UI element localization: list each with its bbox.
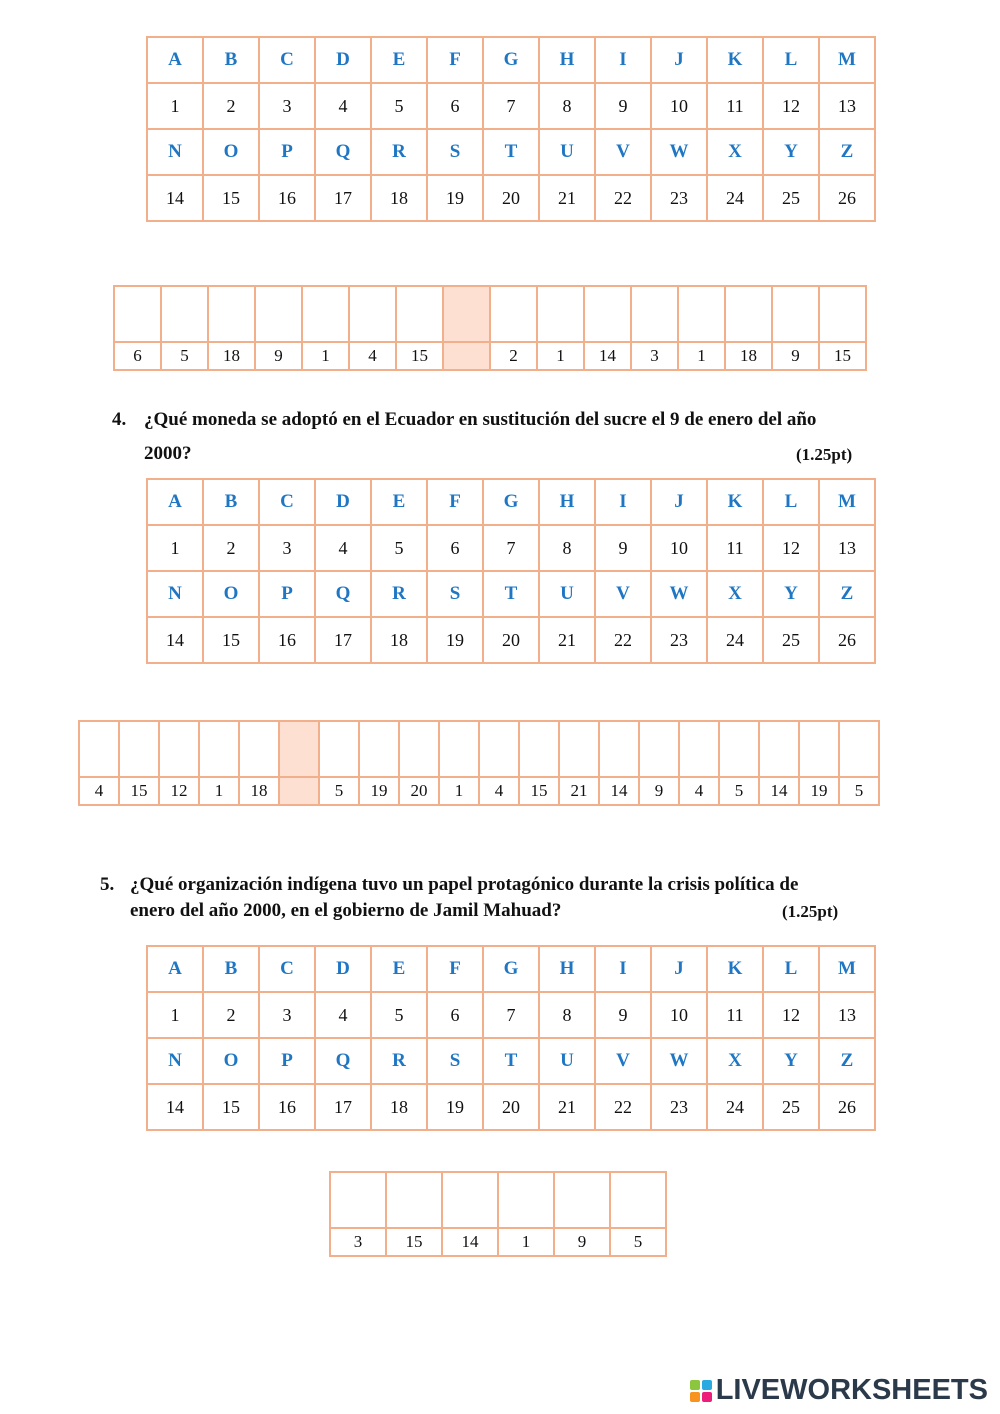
- key-letter-cell: D: [315, 479, 371, 525]
- key-letter-cell: S: [427, 129, 483, 175]
- code-number-cell: 5: [319, 777, 359, 805]
- letter-answer-box[interactable]: [519, 721, 559, 777]
- letter-answer-box[interactable]: [498, 1172, 554, 1228]
- code-number-cell: 4: [349, 342, 396, 370]
- key-letter-cell: X: [707, 571, 763, 617]
- key-letter-cell: E: [371, 37, 427, 83]
- key-number-cell: 12: [763, 992, 819, 1038]
- word-space-cell: [279, 777, 319, 805]
- key-number-cell: 16: [259, 175, 315, 221]
- letter-answer-box[interactable]: [631, 286, 678, 342]
- letter-answer-box[interactable]: [114, 286, 161, 342]
- key-letter-cell: L: [763, 946, 819, 992]
- question-4-number: 4.: [112, 409, 127, 430]
- key-letter-cell: K: [707, 37, 763, 83]
- key-number-cell: 4: [315, 83, 371, 129]
- code-number-cell: 1: [537, 342, 584, 370]
- key-letter-cell: I: [595, 37, 651, 83]
- key-letter-cell: A: [147, 37, 203, 83]
- key-number-cell: 12: [763, 525, 819, 571]
- key-letter-cell: C: [259, 479, 315, 525]
- key-letter-cell: X: [707, 1038, 763, 1084]
- key-number-cell: 11: [707, 992, 763, 1038]
- code-number-cell: 15: [519, 777, 559, 805]
- key-letter-cell: F: [427, 479, 483, 525]
- key-letter-cell: C: [259, 946, 315, 992]
- question-5-points: (1.25pt): [782, 902, 839, 921]
- key-number-cell: 19: [427, 617, 483, 663]
- letter-answer-box[interactable]: [79, 721, 119, 777]
- key-number-cell: 8: [539, 992, 595, 1038]
- answer-grid-1: [113, 285, 867, 371]
- key-letter-cell: F: [427, 37, 483, 83]
- question-4-text-line2: 2000?: [144, 443, 192, 464]
- key-number-cell: 26: [819, 1084, 875, 1130]
- key-number-cell: 11: [707, 83, 763, 129]
- key-row-letters1: [147, 946, 875, 992]
- letter-answer-box[interactable]: [302, 286, 349, 342]
- key-number-cell: 18: [371, 175, 427, 221]
- key-number-cell: 11: [707, 525, 763, 571]
- key-letter-cell: Z: [819, 129, 875, 175]
- key-row-nums2: [147, 1084, 875, 1130]
- key-row-letters2: [147, 1038, 875, 1084]
- key-letter-cell: G: [483, 479, 539, 525]
- answer-input-row: [79, 721, 879, 777]
- key-number-cell: 9: [595, 992, 651, 1038]
- key-number-cell: 23: [651, 617, 707, 663]
- key-row-nums1: [147, 83, 875, 129]
- key-row-letters1: [147, 479, 875, 525]
- code-number-cell: 5: [719, 777, 759, 805]
- letter-answer-box[interactable]: [386, 1172, 442, 1228]
- key-number-cell: 19: [427, 175, 483, 221]
- code-number-cell: 18: [208, 342, 255, 370]
- code-number-cell: 15: [119, 777, 159, 805]
- key-number-cell: 24: [707, 617, 763, 663]
- key-number-cell: 20: [483, 175, 539, 221]
- word-space-cell: [279, 721, 319, 777]
- key-number-cell: 9: [595, 525, 651, 571]
- key-row-nums2: [147, 617, 875, 663]
- key-number-cell: 18: [371, 617, 427, 663]
- letter-answer-box[interactable]: [679, 721, 719, 777]
- key-number-cell: 22: [595, 175, 651, 221]
- key-number-cell: 1: [147, 83, 203, 129]
- letter-answer-box[interactable]: [349, 286, 396, 342]
- key-number-cell: 25: [763, 1084, 819, 1130]
- key-letter-cell: V: [595, 129, 651, 175]
- key-letter-cell: J: [651, 946, 707, 992]
- letter-answer-box[interactable]: [199, 721, 239, 777]
- question-5-number: 5.: [100, 874, 115, 895]
- code-number-cell: 1: [302, 342, 349, 370]
- code-number-cell: 1: [678, 342, 725, 370]
- answer-grid-2: [78, 720, 880, 806]
- key-number-cell: 21: [539, 175, 595, 221]
- key-letter-cell: H: [539, 946, 595, 992]
- letter-answer-box[interactable]: [678, 286, 725, 342]
- key-letter-cell: Z: [819, 571, 875, 617]
- key-number-cell: 15: [203, 617, 259, 663]
- key-number-cell: 5: [371, 83, 427, 129]
- code-number-cell: 9: [772, 342, 819, 370]
- letter-answer-box[interactable]: [330, 1172, 386, 1228]
- key-number-cell: 2: [203, 525, 259, 571]
- code-number-cell: 15: [819, 342, 866, 370]
- key-number-cell: 10: [651, 83, 707, 129]
- key-number-cell: 17: [315, 617, 371, 663]
- key-number-cell: 7: [483, 525, 539, 571]
- letter-answer-box[interactable]: [396, 286, 443, 342]
- code-number-cell: 4: [679, 777, 719, 805]
- alphabet-key-table-1: [146, 36, 876, 222]
- key-letter-cell: Y: [763, 1038, 819, 1084]
- letter-answer-box[interactable]: [255, 286, 302, 342]
- key-number-cell: 9: [595, 83, 651, 129]
- letter-answer-box[interactable]: [239, 721, 279, 777]
- code-number-cell: 9: [554, 1228, 610, 1256]
- key-letter-cell: U: [539, 129, 595, 175]
- key-letter-cell: N: [147, 571, 203, 617]
- question-5-text-line1: ¿Qué organización indígena tuvo un papel protagónico durante la crisis política de: [130, 874, 799, 895]
- code-number-cell: 4: [79, 777, 119, 805]
- key-number-cell: 7: [483, 83, 539, 129]
- key-number-cell: 2: [203, 992, 259, 1038]
- letter-answer-box[interactable]: [479, 721, 519, 777]
- key-letter-cell: S: [427, 571, 483, 617]
- key-letter-cell: Z: [819, 1038, 875, 1084]
- key-letter-cell: R: [371, 129, 427, 175]
- answer-number-row: [330, 1228, 666, 1256]
- key-letter-cell: O: [203, 129, 259, 175]
- key-number-cell: 3: [259, 525, 315, 571]
- key-letter-cell: A: [147, 946, 203, 992]
- code-number-cell: 19: [799, 777, 839, 805]
- key-letter-cell: Q: [315, 571, 371, 617]
- liveworksheets-logo: [690, 1374, 988, 1407]
- key-number-cell: 26: [819, 175, 875, 221]
- key-letter-cell: P: [259, 129, 315, 175]
- code-number-cell: 19: [359, 777, 399, 805]
- key-number-cell: 26: [819, 617, 875, 663]
- code-number-cell: 21: [559, 777, 599, 805]
- code-number-cell: 18: [725, 342, 772, 370]
- code-number-cell: 3: [330, 1228, 386, 1256]
- code-number-cell: 14: [599, 777, 639, 805]
- letter-answer-box[interactable]: [725, 286, 772, 342]
- key-number-cell: 6: [427, 525, 483, 571]
- key-letter-cell: E: [371, 946, 427, 992]
- key-letter-cell: S: [427, 1038, 483, 1084]
- answer-input-row: [114, 286, 866, 342]
- key-number-cell: 3: [259, 992, 315, 1038]
- key-letter-cell: V: [595, 571, 651, 617]
- code-number-cell: 1: [199, 777, 239, 805]
- key-row-letters2: [147, 129, 875, 175]
- letter-answer-box[interactable]: [639, 721, 679, 777]
- key-number-cell: 19: [427, 1084, 483, 1130]
- key-letter-cell: E: [371, 479, 427, 525]
- code-number-cell: 12: [159, 777, 199, 805]
- key-row-letters2: [147, 571, 875, 617]
- key-number-cell: 24: [707, 175, 763, 221]
- letter-answer-box[interactable]: [439, 721, 479, 777]
- key-number-cell: 5: [371, 992, 427, 1038]
- key-number-cell: 20: [483, 1084, 539, 1130]
- letter-answer-box[interactable]: [819, 286, 866, 342]
- key-letter-cell: H: [539, 479, 595, 525]
- key-number-cell: 2: [203, 83, 259, 129]
- letter-answer-box[interactable]: [359, 721, 399, 777]
- key-letter-cell: T: [483, 571, 539, 617]
- key-number-cell: 22: [595, 1084, 651, 1130]
- key-letter-cell: Y: [763, 571, 819, 617]
- key-number-cell: 25: [763, 175, 819, 221]
- code-number-cell: 5: [161, 342, 208, 370]
- key-letter-cell: K: [707, 479, 763, 525]
- key-letter-cell: X: [707, 129, 763, 175]
- key-letter-cell: N: [147, 129, 203, 175]
- code-number-cell: 6: [114, 342, 161, 370]
- code-number-cell: 5: [610, 1228, 666, 1256]
- key-letter-cell: K: [707, 946, 763, 992]
- key-letter-cell: P: [259, 1038, 315, 1084]
- answer-number-row: [114, 342, 866, 370]
- key-number-cell: 1: [147, 525, 203, 571]
- key-letter-cell: M: [819, 946, 875, 992]
- letter-answer-box[interactable]: [119, 721, 159, 777]
- key-letter-cell: M: [819, 479, 875, 525]
- key-letter-cell: B: [203, 946, 259, 992]
- key-letter-cell: J: [651, 37, 707, 83]
- key-letter-cell: B: [203, 479, 259, 525]
- key-number-cell: 13: [819, 83, 875, 129]
- code-number-cell: 5: [839, 777, 879, 805]
- code-number-cell: 14: [584, 342, 631, 370]
- key-row-nums1: [147, 525, 875, 571]
- key-number-cell: 14: [147, 617, 203, 663]
- key-number-cell: 6: [427, 992, 483, 1038]
- letter-answer-box[interactable]: [319, 721, 359, 777]
- key-letter-cell: W: [651, 129, 707, 175]
- key-letter-cell: C: [259, 37, 315, 83]
- alphabet-key-table-3: [146, 945, 876, 1131]
- key-letter-cell: G: [483, 37, 539, 83]
- key-number-cell: 18: [371, 1084, 427, 1130]
- key-number-cell: 23: [651, 175, 707, 221]
- key-letter-cell: G: [483, 946, 539, 992]
- key-number-cell: 17: [315, 1084, 371, 1130]
- key-number-cell: 13: [819, 992, 875, 1038]
- key-row-nums2: [147, 175, 875, 221]
- letter-answer-box[interactable]: [839, 721, 879, 777]
- letter-answer-box[interactable]: [490, 286, 537, 342]
- code-number-cell: 1: [498, 1228, 554, 1256]
- key-row-letters1: [147, 37, 875, 83]
- code-number-cell: 20: [399, 777, 439, 805]
- key-letter-cell: N: [147, 1038, 203, 1084]
- letter-answer-box[interactable]: [208, 286, 255, 342]
- key-number-cell: 4: [315, 992, 371, 1038]
- key-letter-cell: M: [819, 37, 875, 83]
- letter-answer-box[interactable]: [537, 286, 584, 342]
- code-number-cell: 14: [759, 777, 799, 805]
- answer-grid-3: [329, 1171, 667, 1257]
- question-4-points: (1.25pt): [796, 445, 853, 464]
- letter-answer-box[interactable]: [584, 286, 631, 342]
- code-number-cell: 15: [386, 1228, 442, 1256]
- code-number-cell: 3: [631, 342, 678, 370]
- letter-answer-box[interactable]: [719, 721, 759, 777]
- key-number-cell: 14: [147, 175, 203, 221]
- question-4-text-line1: ¿Qué moneda se adoptó en el Ecuador en sustitución del sucre el 9 de enero del año: [144, 409, 817, 430]
- letter-answer-box[interactable]: [799, 721, 839, 777]
- key-number-cell: 8: [539, 83, 595, 129]
- code-number-cell: 4: [479, 777, 519, 805]
- letter-answer-box[interactable]: [599, 721, 639, 777]
- key-number-cell: 4: [315, 525, 371, 571]
- key-number-cell: 12: [763, 83, 819, 129]
- key-number-cell: 7: [483, 992, 539, 1038]
- key-letter-cell: B: [203, 37, 259, 83]
- key-number-cell: 1: [147, 992, 203, 1038]
- code-number-cell: 2: [490, 342, 537, 370]
- code-number-cell: 9: [639, 777, 679, 805]
- key-letter-cell: R: [371, 1038, 427, 1084]
- key-letter-cell: H: [539, 37, 595, 83]
- letter-answer-box[interactable]: [159, 721, 199, 777]
- key-number-cell: 15: [203, 175, 259, 221]
- key-number-cell: 6: [427, 83, 483, 129]
- key-letter-cell: Q: [315, 129, 371, 175]
- code-number-cell: 9: [255, 342, 302, 370]
- key-letter-cell: T: [483, 1038, 539, 1084]
- key-number-cell: 21: [539, 1084, 595, 1130]
- code-number-cell: 15: [396, 342, 443, 370]
- key-letter-cell: R: [371, 571, 427, 617]
- key-number-cell: 10: [651, 525, 707, 571]
- key-number-cell: 16: [259, 1084, 315, 1130]
- key-number-cell: 10: [651, 992, 707, 1038]
- key-letter-cell: O: [203, 571, 259, 617]
- key-letter-cell: O: [203, 1038, 259, 1084]
- key-letter-cell: I: [595, 946, 651, 992]
- key-letter-cell: T: [483, 129, 539, 175]
- key-letter-cell: U: [539, 571, 595, 617]
- key-number-cell: 17: [315, 175, 371, 221]
- letter-answer-box[interactable]: [772, 286, 819, 342]
- key-letter-cell: Q: [315, 1038, 371, 1084]
- word-space-cell: [443, 342, 490, 370]
- key-letter-cell: V: [595, 1038, 651, 1084]
- key-number-cell: 8: [539, 525, 595, 571]
- key-number-cell: 21: [539, 617, 595, 663]
- key-letter-cell: U: [539, 1038, 595, 1084]
- key-number-cell: 24: [707, 1084, 763, 1130]
- key-number-cell: 23: [651, 1084, 707, 1130]
- question-4: [112, 403, 872, 473]
- logo-text: LIVEWORKSHEETS: [715, 1374, 988, 1406]
- code-number-cell: 14: [442, 1228, 498, 1256]
- key-number-cell: 20: [483, 617, 539, 663]
- key-letter-cell: Y: [763, 129, 819, 175]
- key-letter-cell: A: [147, 479, 203, 525]
- answer-number-row: [79, 777, 879, 805]
- key-letter-cell: D: [315, 946, 371, 992]
- key-letter-cell: P: [259, 571, 315, 617]
- key-letter-cell: I: [595, 479, 651, 525]
- letter-answer-box[interactable]: [559, 721, 599, 777]
- key-number-cell: 22: [595, 617, 651, 663]
- key-row-nums1: [147, 992, 875, 1038]
- letter-answer-box[interactable]: [554, 1172, 610, 1228]
- alphabet-key-table-2: [146, 478, 876, 664]
- key-number-cell: 5: [371, 525, 427, 571]
- word-space-cell: [443, 286, 490, 342]
- key-letter-cell: L: [763, 479, 819, 525]
- code-number-cell: 18: [239, 777, 279, 805]
- code-number-cell: 1: [439, 777, 479, 805]
- letter-answer-box[interactable]: [399, 721, 439, 777]
- key-letter-cell: W: [651, 1038, 707, 1084]
- letter-answer-box[interactable]: [442, 1172, 498, 1228]
- key-number-cell: 16: [259, 617, 315, 663]
- answer-input-row: [330, 1172, 666, 1228]
- logo-blocks-icon: [690, 1380, 712, 1402]
- key-number-cell: 13: [819, 525, 875, 571]
- question-5: [100, 872, 860, 932]
- key-number-cell: 25: [763, 617, 819, 663]
- key-number-cell: 14: [147, 1084, 203, 1130]
- key-letter-cell: D: [315, 37, 371, 83]
- key-number-cell: 3: [259, 83, 315, 129]
- letter-answer-box[interactable]: [161, 286, 208, 342]
- letter-answer-box[interactable]: [610, 1172, 666, 1228]
- key-letter-cell: L: [763, 37, 819, 83]
- question-5-text-line2: enero del año 2000, en el gobierno de Jamil Mahuad?: [130, 900, 562, 921]
- key-number-cell: 15: [203, 1084, 259, 1130]
- key-letter-cell: W: [651, 571, 707, 617]
- letter-answer-box[interactable]: [759, 721, 799, 777]
- key-letter-cell: F: [427, 946, 483, 992]
- key-letter-cell: J: [651, 479, 707, 525]
